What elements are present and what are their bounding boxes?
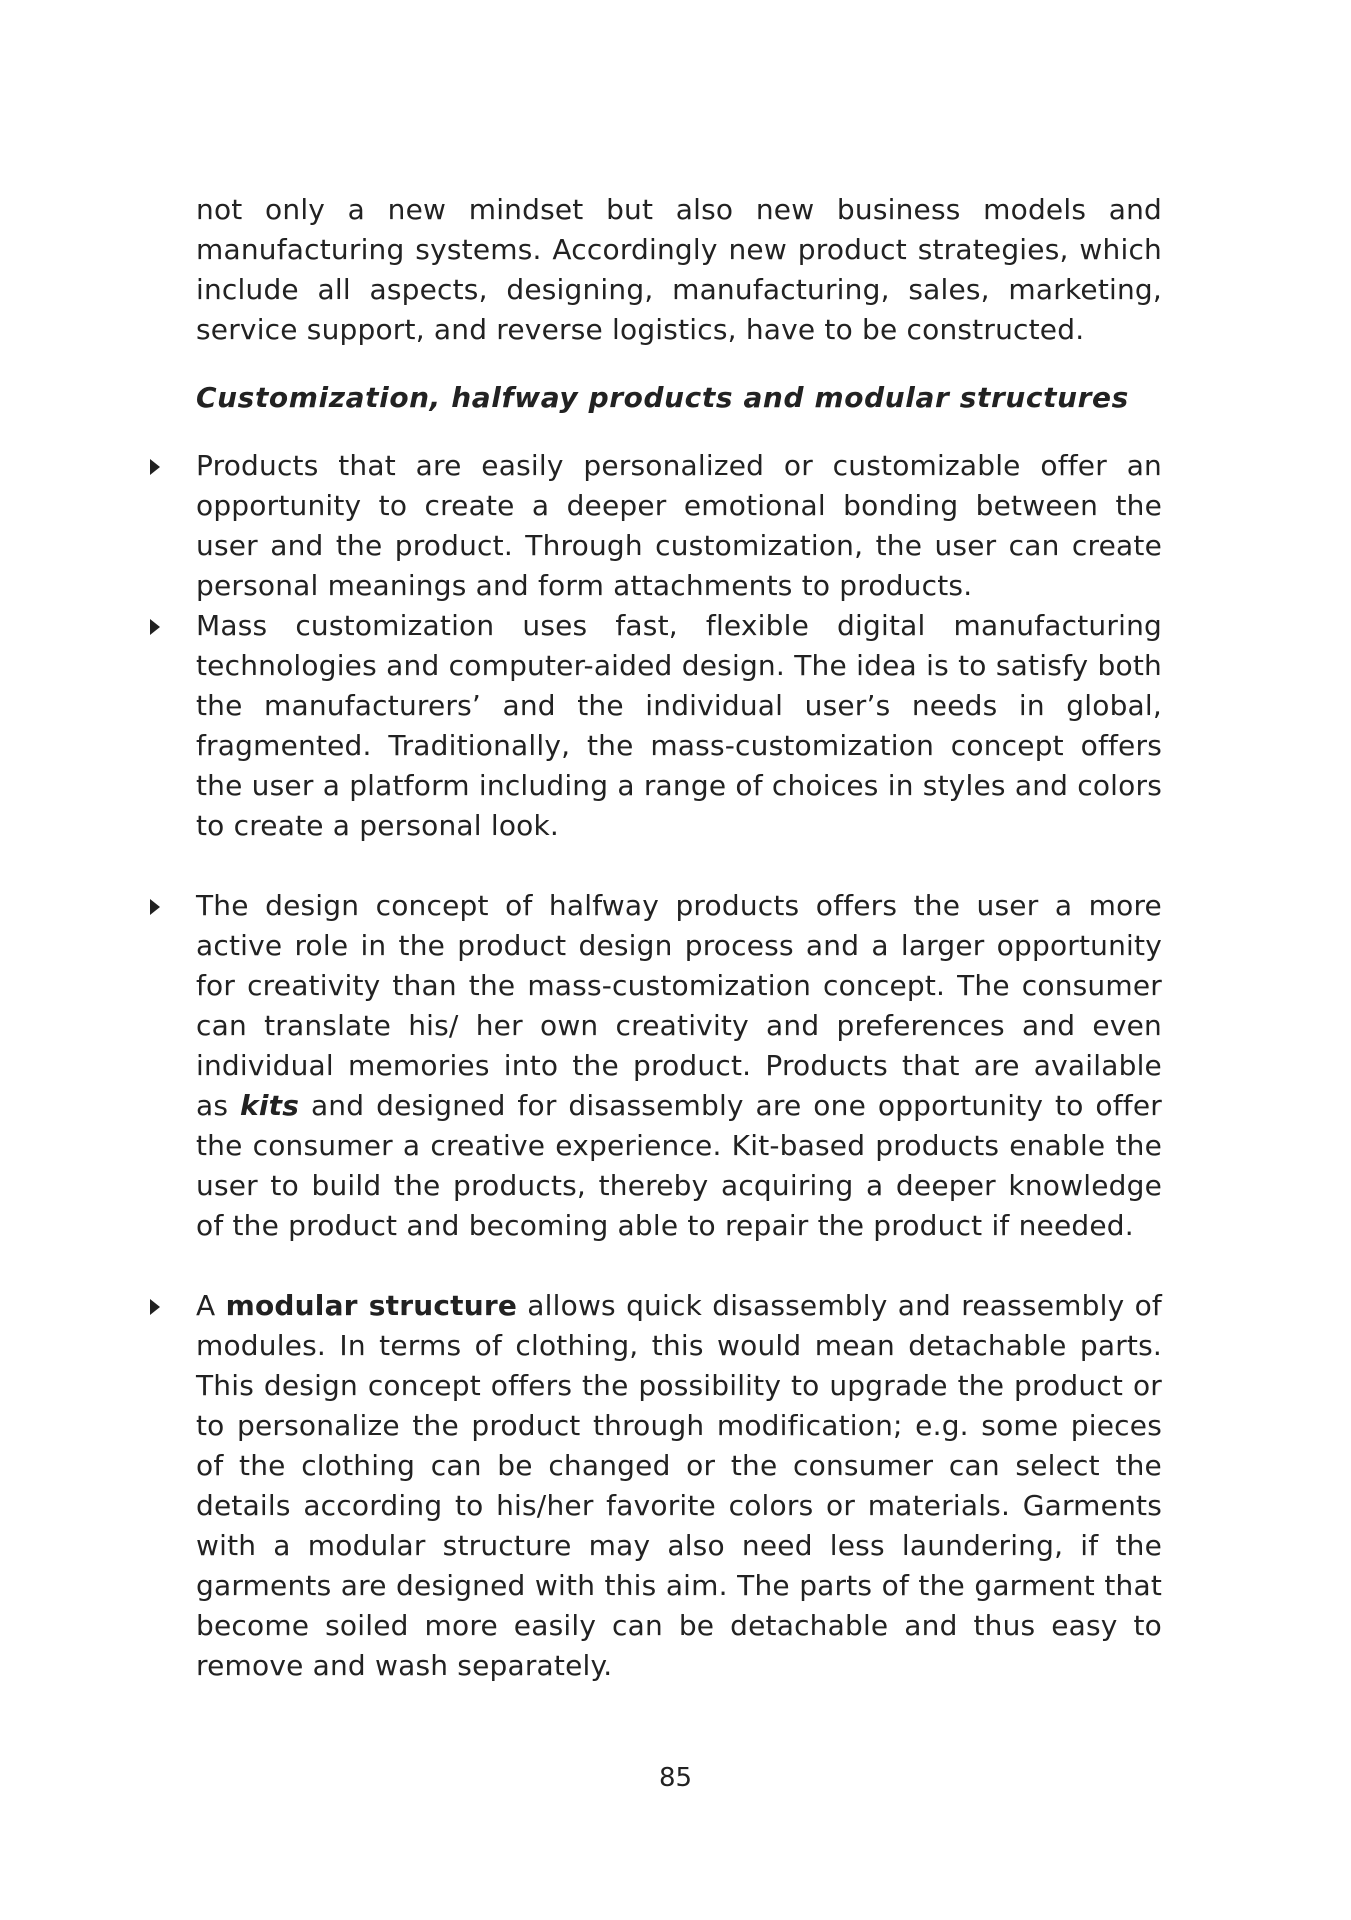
triangle-bullet-icon xyxy=(150,459,160,475)
bullet-item-mass-customization xyxy=(196,606,1162,846)
triangle-bullet-icon xyxy=(150,1299,160,1315)
bullet-text: Products that are easily personalized or customizable offer an opportunity to create a deeper emotional bonding between the user and the product. Through customization, the user can create personal meanings and form attachments to products. xyxy=(196,449,1162,602)
bullet-item-modular-structure xyxy=(196,1286,1162,1686)
bullet-text-before: The design concept of halfway products offers the user a more active role in the product design process and a larger opportunity for creativity than the mass-customization concept. The consumer can translate his/ her own creativity and preferences and even individual memories into the product. Products that are available as xyxy=(196,889,1162,1122)
triangle-bullet-icon xyxy=(150,899,160,915)
bullet-item-halfway-products xyxy=(196,886,1162,1246)
triangle-bullet-icon xyxy=(150,619,160,635)
bullet-emphasis-kits: kits xyxy=(240,1089,300,1122)
bullet-text: Mass customization uses fast, flexible digital manufacturing technologies and computer-aided design. The idea is to satisfy both the manufacturers’ and the individual user’s needs in global, fragmented. Traditionally, the mass-customization concept offers the user a platform including a range of choices in styles and colors to create a personal look. xyxy=(196,609,1162,842)
bullet-text-after: allows quick disassembly and reassembly of modules. In terms of clothing, this would mean detachable parts. This design concept offers the possibility to upgrade the product or to personalize the product through modification; e.g. some pieces of the clothing can be changed or the consumer can select the details according to his/her favorite colors or materials. Garments with a modular structure may also need less laundering, if the garments are designed with this aim. The parts of the garment that become soiled more easily can be detachable and thus easy to remove and wash separately. xyxy=(196,1289,1162,1682)
bullet-text-before: A xyxy=(196,1289,226,1322)
section-heading: Customization, halfway products and modular structures xyxy=(196,381,1129,414)
bullet-item-customization xyxy=(196,446,1162,606)
bullet-text-after: and designed for disassembly are one opportunity to offer the consumer a creative experience. Kit-based products enable the user to build the products, thereby acquiring a deeper knowledge of the product and becoming able to repair the product if needed. xyxy=(196,1089,1162,1242)
bullet-emphasis-modular-structure: modular structure xyxy=(225,1289,518,1322)
intro-paragraph: not only a new mindset but also new business models and manufacturing systems. Accordingly new product strategies, which include all aspects, designing, manufacturing, sales, marketing, service support, and reverse logistics, have to be constructed. xyxy=(196,193,1162,346)
page-number: 85 xyxy=(658,1763,693,1793)
